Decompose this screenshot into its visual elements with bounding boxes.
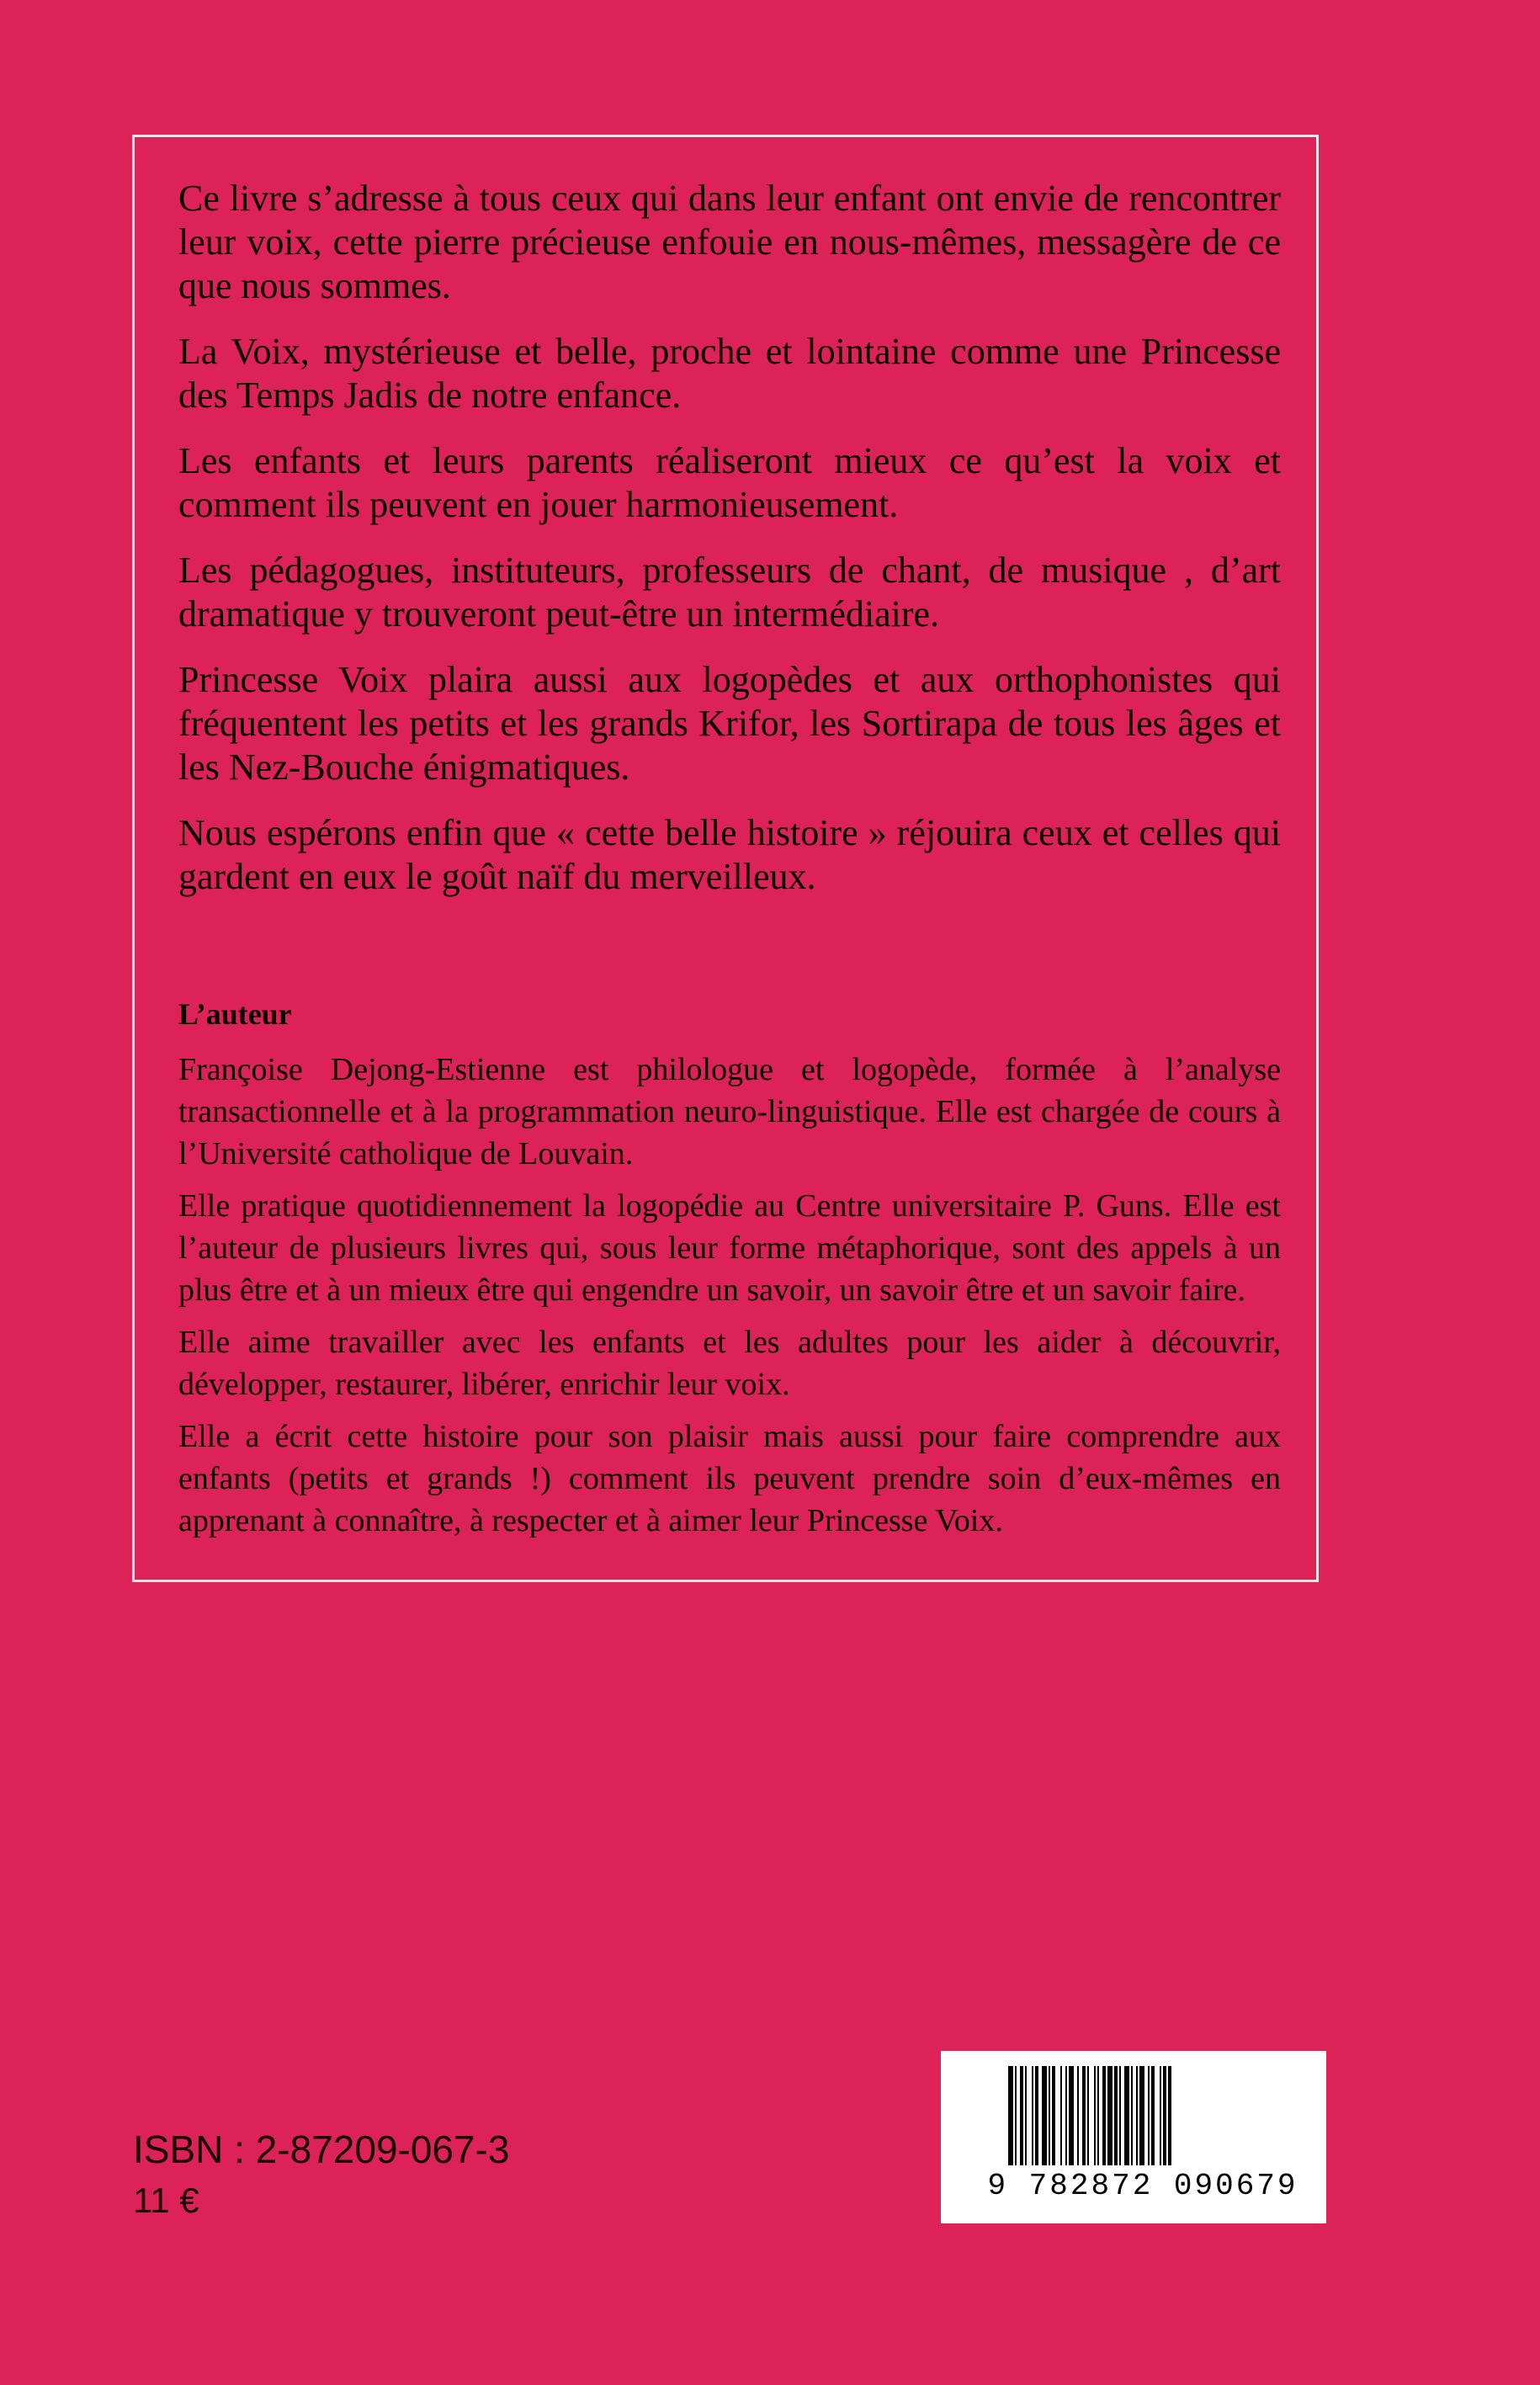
barcode-bar [1082,2066,1086,2165]
barcode-bar [1015,2066,1017,2165]
barcode-bar [1163,2066,1166,2165]
barcode-bar [1168,2066,1171,2165]
barcode-bar [1160,2066,1161,2165]
blurb-paragraph: Princesse Voix plaira aussi aux logopèdes et aux orthophonistes qui fréquentent les petits et les grands Krifor, les Sortirapa de tous les âges et les Nez-Bouche énigmatiques. [178,659,1281,788]
barcode-bar [1124,2066,1129,2165]
barcode-bar [1035,2066,1038,2165]
barcode-bar [1008,2066,1013,2165]
barcode-bar [1052,2066,1055,2165]
blurb-paragraph: Les enfants et leurs parents réaliseront mieux ce qu’est la voix et comment ils peuvent en jouer harmonieusement. [178,440,1281,525]
barcode-bar [1069,2066,1074,2165]
isbn-label: ISBN : 2-87209-067-3 [133,2127,510,2171]
blurb-paragraph: La Voix, mystérieuse et belle, proche et lointaine comme une Princesse des Temps Jadis de notre enfance. [178,331,1281,416]
barcode-number: 9 782872 090679 [987,2169,1298,2203]
author-paragraph: Elle pratique quotidiennement la logopédie au Centre universitaire P. Guns. Elle est l’auteur de plusieurs livres qui, sous leur forme métaphorique, sont des appels à un plus être et à un mieux être qui engendre un savoir, un savoir être et un savoir faire. [178,1188,1281,1308]
barcode-bar [1102,2066,1106,2165]
author-section [178,993,1281,1552]
barcode-bar [1136,2066,1138,2165]
barcode-bar [1060,2066,1062,2165]
author-heading: L’auteur [178,997,292,1031]
blurb-paragraph: Ce livre s’adresse à tous ceux qui dans leur enfant ont envie de rencontrer leur voix, cette pierre précieuse enfouie en nous-mêmes, messagère de ce que nous sommes. [178,178,1281,306]
barcode [941,2051,1326,2223]
barcode-bar [1020,2066,1023,2165]
barcode-bar [1087,2066,1089,2165]
barcode-bar [1077,2066,1079,2165]
barcode-bar [1025,2066,1027,2165]
author-paragraph: Elle a écrit cette histoire pour son plaisir mais aussi pour faire comprendre aux enfants (petits et grands !) comment ils peuvent prendre soin d’eux-mêmes en apprenant à connaître, à respecter et à aimer leur Princesse Voix. [178,1419,1281,1538]
blurb-paragraph: Nous espérons enfin que « cette belle histoire » réjouira ceux et celles qui gardent en eux le goût naïf du merveilleux. [178,812,1281,897]
barcode-bar [1131,2066,1133,2165]
barcode-bar [1139,2066,1144,2165]
barcode-bar [1119,2066,1121,2165]
barcode-bar [1094,2066,1096,2165]
author-paragraph: Elle aime travailler avec les enfants et les adultes pour les aider à découvrir, développer, restaurer, libérer, enrichir leur voix. [178,1325,1281,1402]
barcode-bar [1097,2066,1099,2165]
barcode-bar [1151,2066,1155,2165]
barcode-bar [1049,2066,1050,2165]
barcode-bar [1148,2066,1150,2165]
barcode-bar [1042,2066,1047,2165]
barcode-bar [1032,2066,1033,2165]
blurb-paragraph: Les pédagogues, instituteurs, professeurs de chant, de musique , d’art dramatique y trouveront peut-être un intermédiaire. [178,550,1281,635]
barcode-bar [1065,2066,1067,2165]
barcode-bars [1008,2066,1277,2175]
barcode-bar [1107,2066,1113,2165]
author-paragraph: Françoise Dejong-Estienne est philologue et logopède, formée à l’analyse transactionnelle et à la programmation neuro-linguistique. Elle est chargée de cours à l’Université catholique de Louvain. [178,1052,1281,1171]
barcode-bar [1114,2066,1118,2165]
price-label: 11 € [133,2180,199,2220]
back-cover-blurb [178,177,1281,921]
